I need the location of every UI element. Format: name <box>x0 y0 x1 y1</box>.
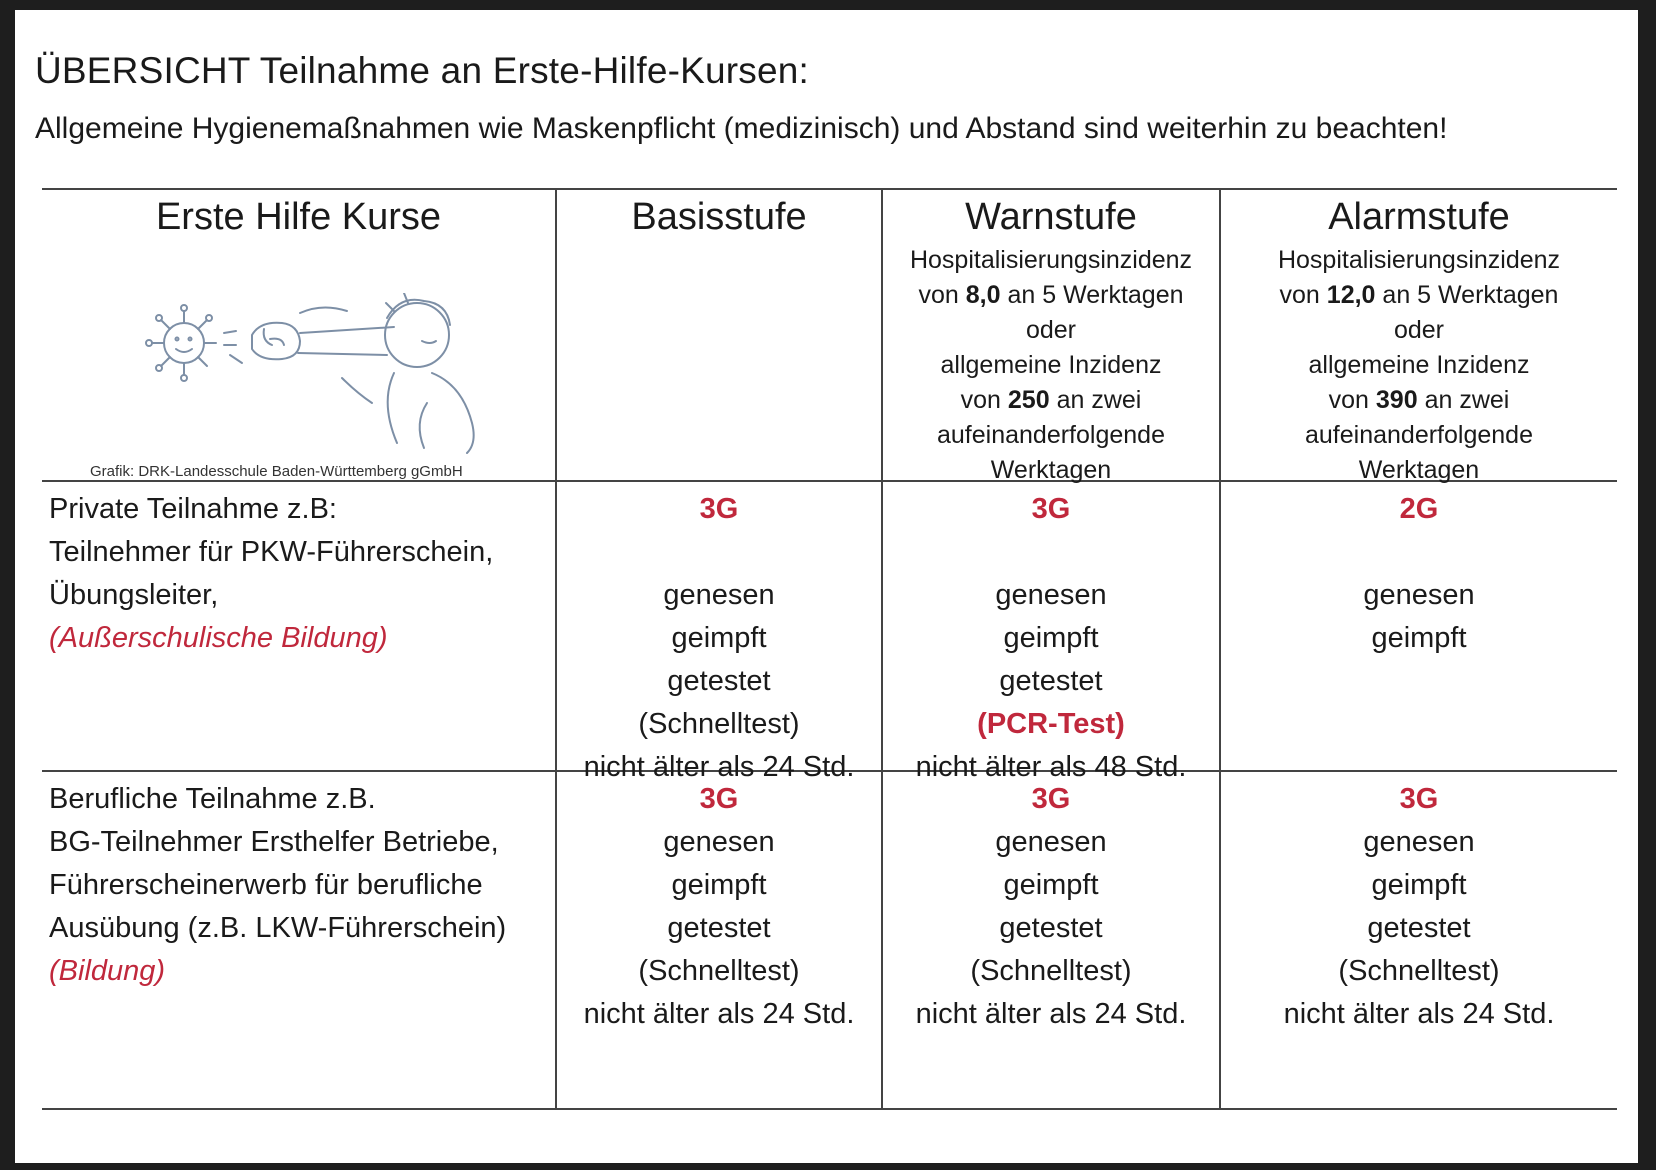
header-cell-basisstufe <box>557 188 881 480</box>
cell-private-warnstufe <box>883 482 1219 783</box>
row-label-line: Berufliche Teilnahme z.B. <box>49 783 376 815</box>
requirement-line: (Schnelltest) <box>638 708 800 740</box>
rule-badge: 3G <box>699 493 739 525</box>
requirement-line: getestet <box>1367 912 1471 944</box>
criteria-line: von 8,0 an 5 Werktagen <box>918 281 1184 309</box>
header-cell-warnstufe <box>883 188 1219 484</box>
requirement-line: (Schnelltest) <box>638 955 800 987</box>
requirement-line: getestet <box>999 912 1103 944</box>
cell-professional-warnstufe <box>883 772 1219 1108</box>
rule-badge: 3G <box>1031 493 1071 525</box>
criteria-line: von 390 an zwei <box>1328 386 1510 414</box>
criteria-line: allgemeine Inzidenz <box>940 351 1162 379</box>
rule-badge: 3G <box>1031 783 1071 815</box>
header-title-basisstufe: Basisstufe <box>631 196 807 238</box>
requirement-line: nicht älter als 24 Std. <box>1283 998 1555 1030</box>
criteria-line: Werktagen <box>990 456 1112 484</box>
criteria-line: Hospitalisierungsinzidenz <box>909 246 1193 274</box>
row-label-line: Übungsleiter, <box>49 579 219 611</box>
criteria-line: Werktagen <box>1358 456 1480 484</box>
criteria-line: von 250 an zwei <box>960 386 1142 414</box>
cell-private-basisstufe <box>557 482 881 783</box>
criteria-line: aufeinanderfolgende <box>1305 421 1533 449</box>
row-label-category: (Außerschulische Bildung) <box>49 622 388 654</box>
requirement-line: geimpft <box>1371 869 1467 901</box>
row-label-private <box>42 482 555 770</box>
rule-badge: 2G <box>1399 493 1439 525</box>
requirement-line: genesen <box>995 579 1107 611</box>
table-bottom-border <box>42 1108 1617 1110</box>
criteria-line: allgemeine Inzidenz <box>1308 351 1530 379</box>
page-subtitle: Allgemeine Hygienemaßnahmen wie Maskenpflicht (medizinisch) und Abstand sind weiterhin zu beachten! <box>35 112 1448 145</box>
requirement-line: (Schnelltest) <box>1338 955 1500 987</box>
header-cell-courses <box>42 188 555 480</box>
requirement-line: getestet <box>667 665 771 697</box>
header-title-alarmstufe: Alarmstufe <box>1328 196 1510 238</box>
requirement-line: genesen <box>1363 826 1475 858</box>
warnstufe-criteria <box>883 243 1219 488</box>
requirement-line: getestet <box>999 665 1103 697</box>
row-label-line: Teilnehmer für PKW-Führerschein, <box>49 536 494 568</box>
requirement-line: genesen <box>1363 579 1475 611</box>
row-label-line: BG-Teilnehmer Ersthelfer Betriebe, <box>49 826 499 858</box>
requirement-line: genesen <box>663 826 775 858</box>
requirement-line: geimpft <box>1003 622 1099 654</box>
row-label-category: (Bildung) <box>49 955 166 987</box>
requirement-line: genesen <box>995 826 1107 858</box>
requirement-line: geimpft <box>1003 869 1099 901</box>
rules-table <box>42 188 1617 1110</box>
requirement-line: (Schnelltest) <box>970 955 1132 987</box>
requirement-line: genesen <box>663 579 775 611</box>
criteria-line: Hospitalisierungsinzidenz <box>1277 246 1561 274</box>
image-credit: Grafik: DRK-Landesschule Baden-Württemberg gGmbH <box>90 463 463 480</box>
page-title: ÜBERSICHT Teilnahme an Erste-Hilfe-Kursen: <box>35 50 810 91</box>
header-title-courses: Erste Hilfe Kurse <box>155 196 442 238</box>
requirement-line: nicht älter als 48 Std. <box>915 751 1187 783</box>
row-label-line: Führerscheinerwerb für berufliche <box>49 869 483 901</box>
cell-professional-alarmstufe <box>1221 772 1617 1108</box>
requirement-line: nicht älter als 24 Std. <box>583 751 855 783</box>
document-sheet <box>15 10 1638 1163</box>
requirement-line: geimpft <box>671 869 767 901</box>
requirement-line: nicht älter als 24 Std. <box>915 998 1187 1030</box>
alarmstufe-criteria <box>1221 243 1617 488</box>
rule-badge: 3G <box>1399 783 1439 815</box>
requirement-line: nicht älter als 24 Std. <box>583 998 855 1030</box>
requirement-line: getestet <box>667 912 771 944</box>
criteria-line: oder <box>1393 316 1445 344</box>
criteria-line: aufeinanderfolgende <box>937 421 1165 449</box>
criteria-line: oder <box>1025 316 1077 344</box>
requirement-line: geimpft <box>671 622 767 654</box>
header-cell-alarmstufe <box>1221 188 1617 484</box>
rule-badge: 3G <box>699 783 739 815</box>
cell-private-alarmstufe <box>1221 482 1617 770</box>
criteria-line: von 12,0 an 5 Werktagen <box>1279 281 1559 309</box>
row-label-professional <box>42 772 555 1108</box>
row-label-line: Ausübung (z.B. LKW-Führerschein) <box>49 912 507 944</box>
row-label-line: Private Teilnahme z.B: <box>49 493 337 525</box>
header-title-warnstufe: Warnstufe <box>965 196 1137 238</box>
requirement-line: geimpft <box>1371 622 1467 654</box>
requirement-line-highlight: (PCR-Test) <box>977 708 1125 740</box>
cell-professional-basisstufe <box>557 772 881 1108</box>
virus-vs-figure-sketch-icon <box>132 293 512 458</box>
